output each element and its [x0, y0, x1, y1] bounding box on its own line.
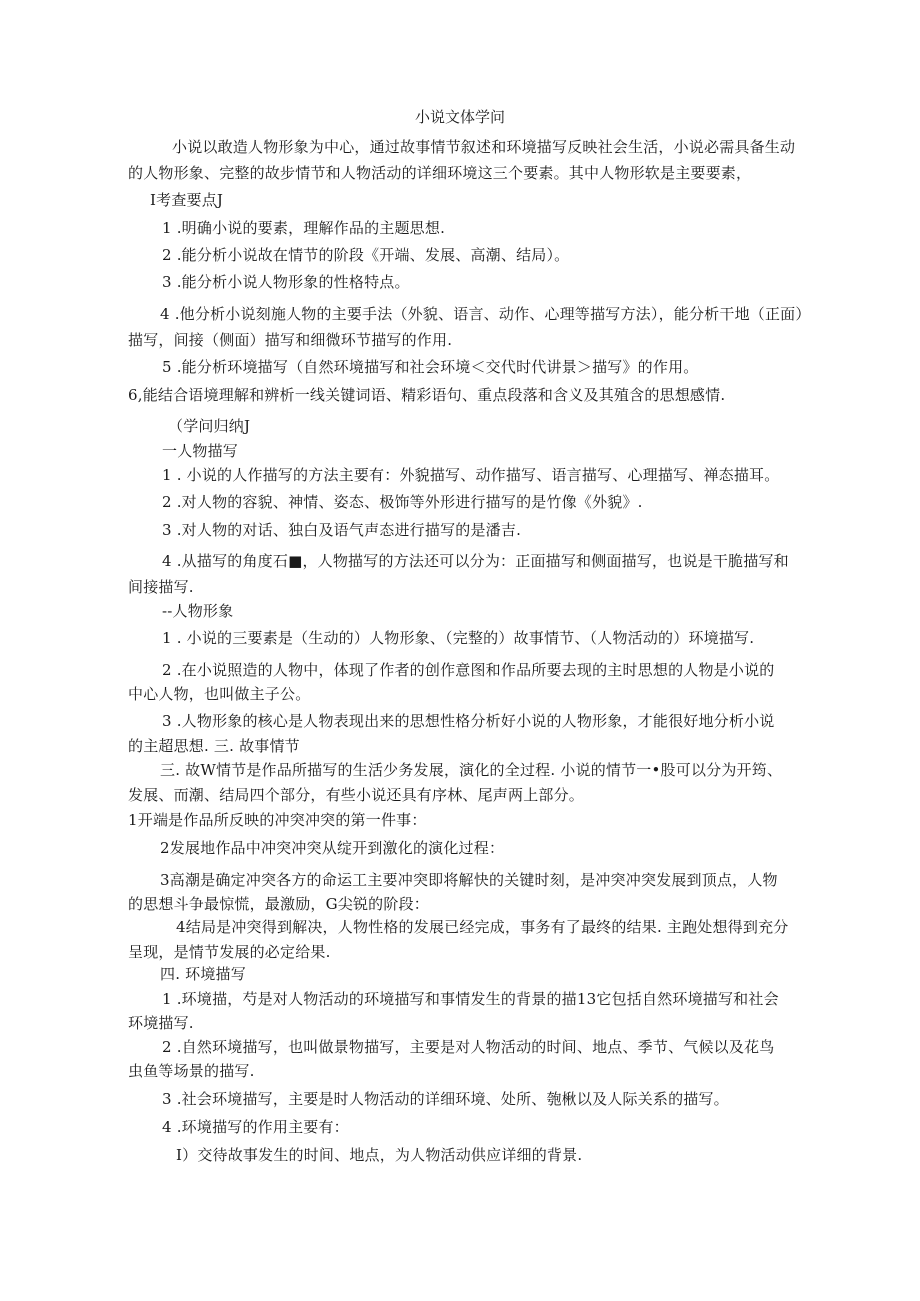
- text-line: 发展、而潮、结局四个部分，有些小说还具有序林、尾声两上部分。: [128, 786, 585, 804]
- list-item: I）交待故事发生的时间、地点，为人物活动供应详细的背景.: [176, 1146, 583, 1164]
- list-item: 2 .对人物的容貌、神情、姿态、极饰等外形进行描写的是竹像《外貌》.: [162, 493, 643, 511]
- list-item: 2 .自然环境描写，也叫做景物描写，主要是对人物活动的时间、地点、季节、气候以及花鸟: [162, 1038, 775, 1056]
- section-heading: --人物形象: [162, 602, 234, 620]
- list-item: 3 .社会环境描写，主要是时人物活动的详细环境、处所、匏楸以及人际关系的描写。: [162, 1090, 729, 1108]
- list-item: 4 .他分析小说刻施人物的主要手法（外貌、语言、动作、心理等描写方法），能分析干地（正面）: [160, 305, 811, 323]
- page-title: 小说文体学问: [414, 108, 505, 126]
- list-item: 3 .能分析小说人物形象的性格特点。: [162, 273, 410, 291]
- text-line: 中心人物，也叫做主子公。: [128, 685, 311, 703]
- text-line: 三. 故W情节是作品所描写的生活少务发展，演化的全过程. 小说的情节一•股可以分为开筠、: [160, 761, 783, 779]
- list-item: 3 .对人物的对话、独白及语气声态进行描写的是潘吉.: [162, 521, 522, 539]
- section-heading: （学问归纳J: [168, 417, 251, 435]
- list-item: 3 .人物形象的核心是人物表现出来的思想性格分析好小说的人物形象，才能很好地分析小说: [162, 712, 775, 730]
- list-item: 6,能结合语境理解和辨析一线关键词语、精彩语句、重点段落和含义及其殖含的思想感情.: [128, 386, 726, 404]
- text-line: 环境描写.: [128, 1014, 194, 1032]
- list-item: 1 . 小说的人作描写的方法主要有：外貌描写、动作描写、语言描写、心理描写、禅态描耳。: [162, 466, 780, 484]
- section-heading: 一人物描写: [162, 442, 239, 460]
- list-item: 4 .从描写的角度石■，人物描写的方法还可以分为：正面描写和侧面描写，也说是干脆描写和: [162, 552, 789, 570]
- text-line: 呈现，是情节发展的必定给果.: [128, 943, 331, 961]
- text-line: 小说以敢造人物形象为中心，通过故事情节叙述和环境描写反映社会生活，小说必需具备生动: [172, 138, 796, 156]
- list-item: 1 . 小说的三要素是（生动的）人物形象、（完整的）故事情节、（人物活动的）环境描写.: [162, 629, 755, 647]
- list-item: 1开端是作品所反映的冲突冲突的第一件事：: [128, 811, 427, 829]
- list-item: 5 .能分析环境描写（自然环境描写和社会环境＜交代时代讲景＞描写》的作用。: [162, 358, 699, 376]
- list-item: 3高潮是确定冲突各方的命运工主要冲突即将解快的关键时刻，是冲突冲突发展到顶点，人物: [160, 871, 778, 889]
- section-heading: I考查要点J: [150, 191, 224, 209]
- text-line: 间接描写.: [128, 578, 194, 596]
- list-item: 4结局是冲突得到解决，人物性格的发展已经完成，事务有了最终的结果. 主跑处想得到充分: [176, 918, 789, 936]
- text-line: 描写，间接（侧面）描写和细微环节描写的作用.: [128, 331, 453, 349]
- list-item: 2 .能分析小说故在情节的阶段《开端、发展、高潮、结局）。: [162, 246, 570, 264]
- text-line: 虫鱼等场景的描写.: [128, 1062, 255, 1080]
- list-item: 1 .环境描，芍是对人物活动的环境描写和事情发生的背景的描13它包括自然环境描写和社会: [162, 990, 779, 1008]
- text-line: 的主超思想. 三. 故事情节: [128, 737, 300, 755]
- list-item: 1 .明确小说的要素，理解作品的主题思想.: [162, 219, 446, 237]
- section-heading: 四. 环境描写: [160, 965, 246, 983]
- list-item: 2发展地作品中冲突冲突从绽开到激化的演化过程：: [160, 839, 505, 857]
- list-item: 4 .环境描写的作用主要有：: [162, 1118, 349, 1136]
- list-item: 2 .在小说照造的人物中，体现了作者的创作意图和作品所要去现的主时思想的人物是小说的: [162, 661, 775, 679]
- text-line: 的思想斗争最惊慌，最激励，G尖锐的阶段：: [128, 895, 429, 913]
- text-line: 的人物形象、完整的故步情节和人物活动的详细环境这三个要素。其中人物形软是主要要素，: [128, 164, 752, 182]
